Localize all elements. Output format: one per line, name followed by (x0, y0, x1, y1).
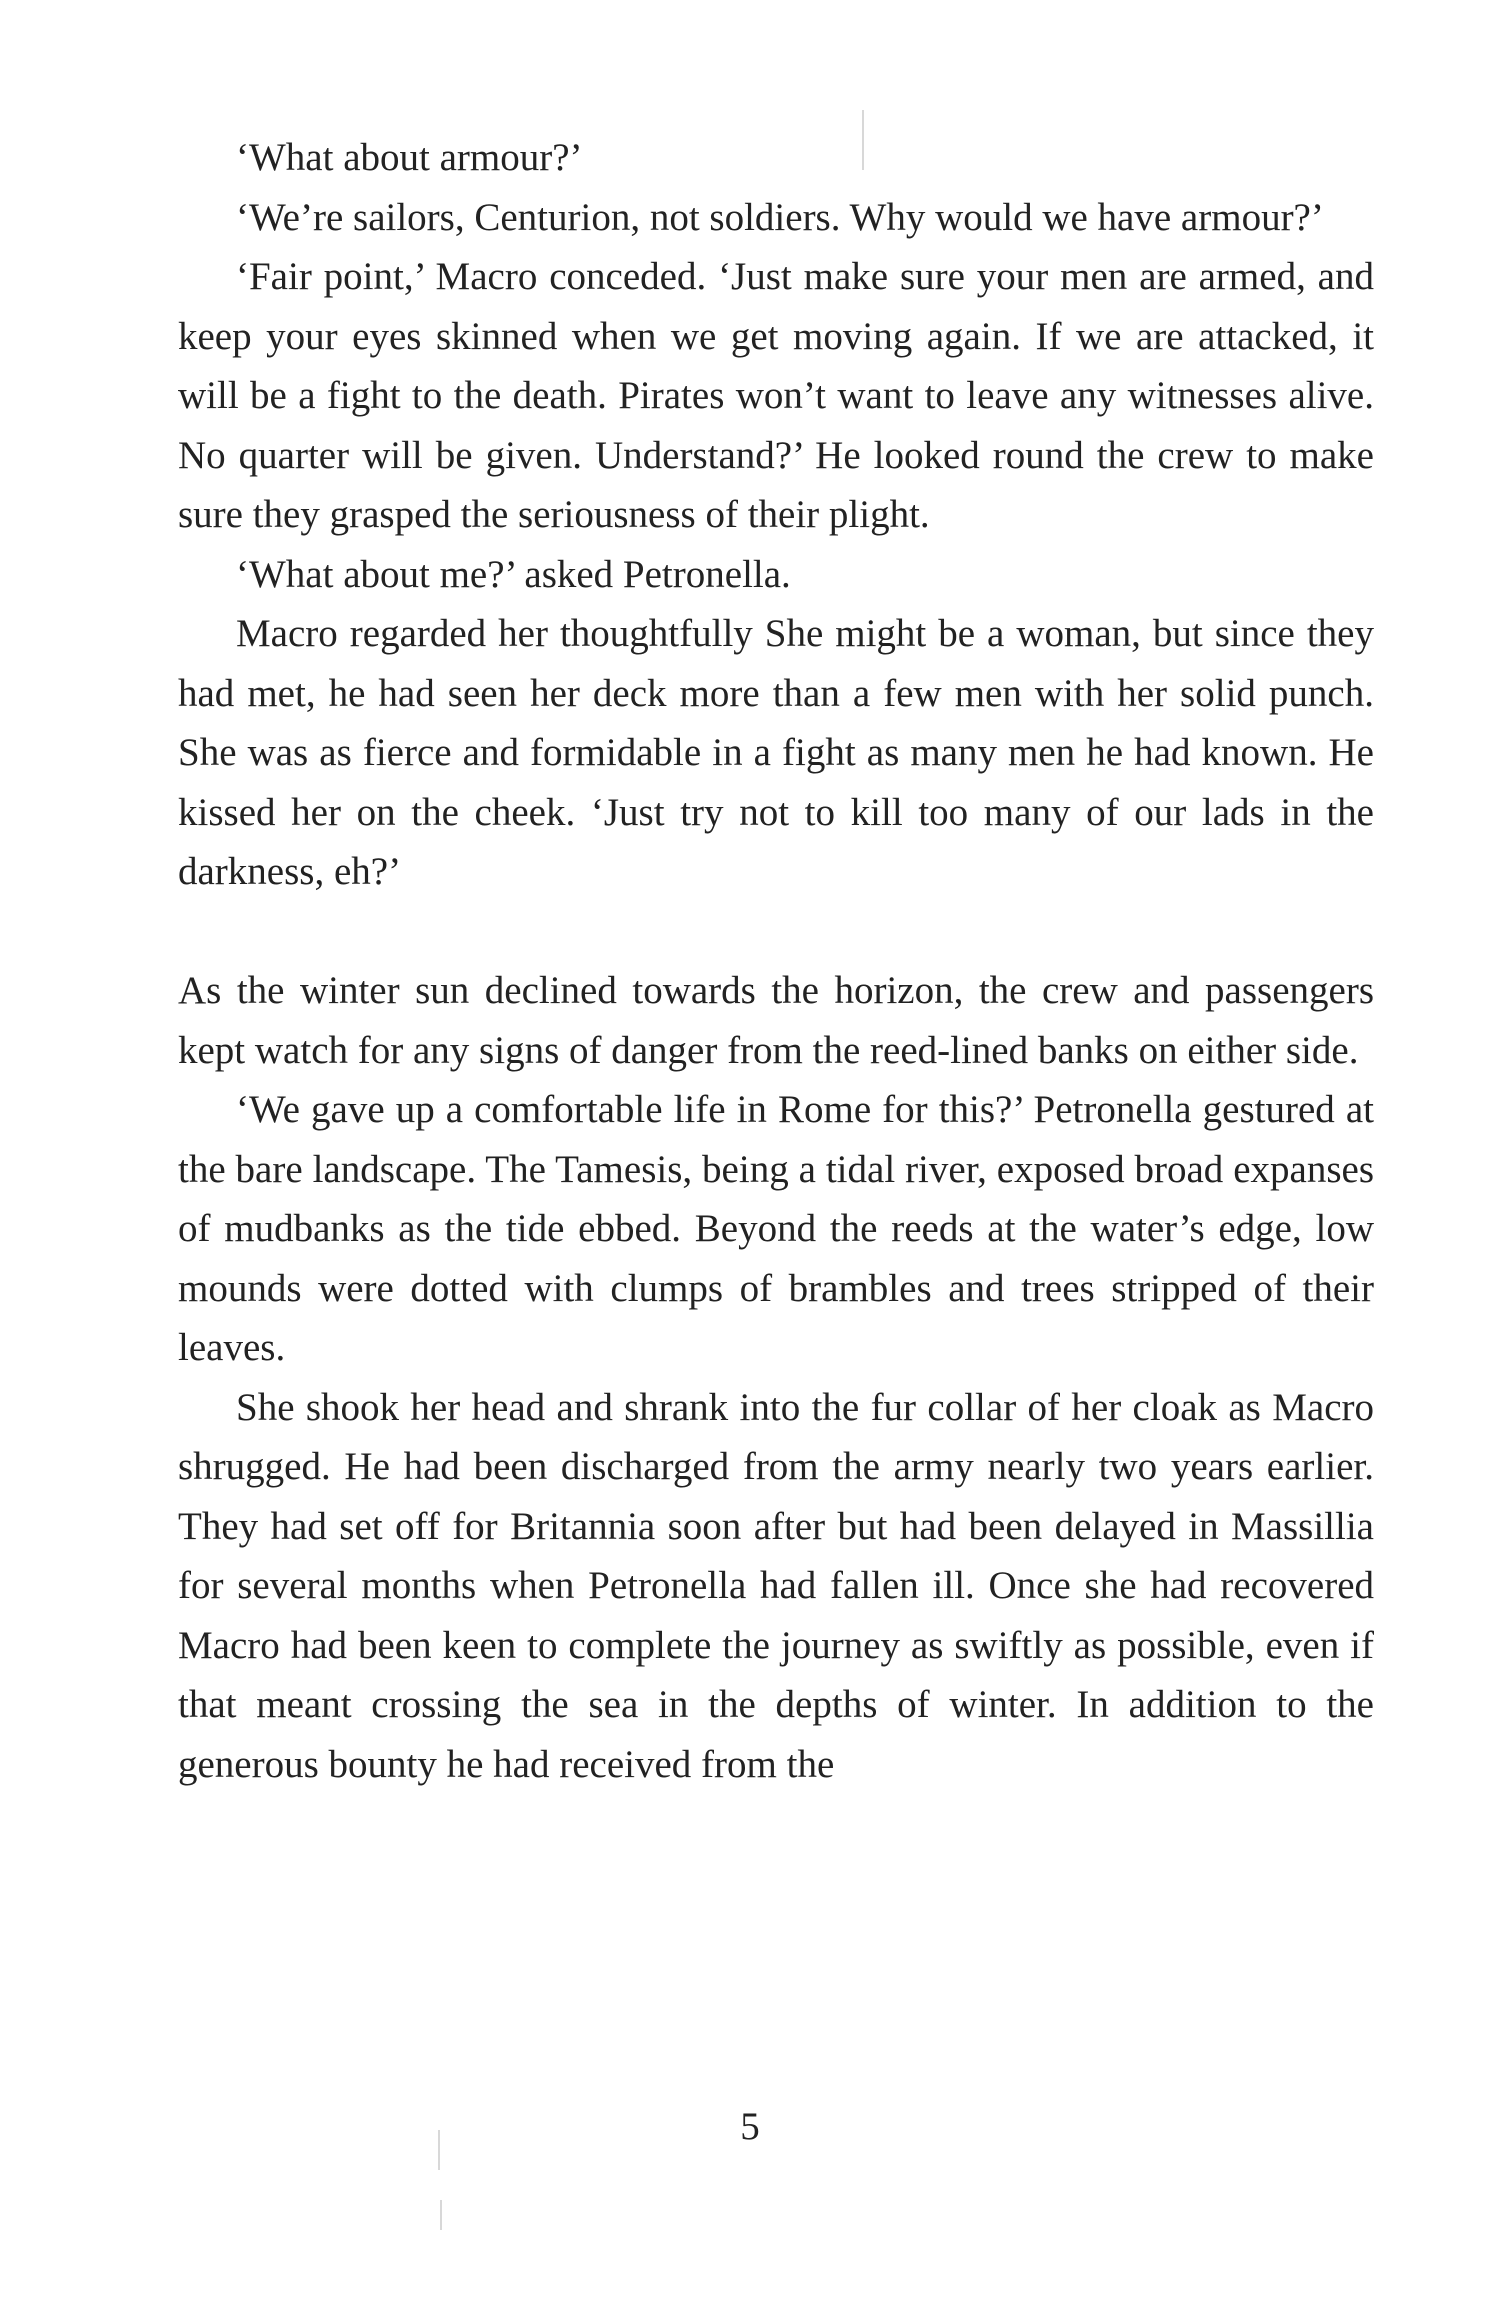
section-break (178, 902, 1374, 962)
page-number: 5 (740, 2105, 760, 2148)
paragraph-1: ‘What about armour?’ (236, 136, 583, 179)
paragraph-5: Macro regarded her thoughtfully She might be a woman, but since they had met, he had seen her deck more than a few men with her solid punch. She was as fierce and formidable in a fight as many men he had known. He kissed her on the cheek. ‘Just try not to kill too many of our lads in the darkness, eh?’ (178, 612, 1374, 893)
paragraph-7: ‘We gave up a comfortable life in Rome for this?’ Petronella gestured at the bare landscape. The Tamesis, being a tidal river, exposed broad expanses of mudbanks as the tide ebbed. Beyond the reeds at the water’s edge, low mounds were dotted with clumps of brambles and trees stripped of their leaves. (178, 1088, 1374, 1369)
scan-artifact (440, 2200, 442, 2230)
scan-artifact (438, 2130, 440, 2170)
body-text (178, 128, 1374, 1794)
paragraph-6: As the winter sun declined towards the horizon, the crew and passengers kept watch for any signs of danger from the reed-lined banks on either side. (178, 969, 1374, 1072)
paragraph-4: ‘What about me?’ asked Petronella. (236, 552, 791, 596)
paragraph-2: ‘We’re sailors, Centurion, not soldiers. Why would we have armour?’ (236, 195, 1324, 239)
scan-artifact (862, 110, 864, 170)
paragraph-8: She shook her head and shrank into the fur collar of her cloak as Macro shrugged. He had been discharged from the army nearly two years earlier. They had set off for Britannia soon after but had been delayed in Massillia for several months when Petronella had fallen ill. Once she had recovered Macro had been keen to complete the journey as swiftly as possible, even if that meant crossing the sea in the depths of winter. In addition to the generous bounty he had received from the (178, 1385, 1374, 1786)
paragraph-3: ‘Fair point,’ Macro conceded. ‘Just make sure your men are armed, and keep your eyes skinned when we get moving again. If we are attacked, it will be a fight to the death. Pirates won’t want to leave any witnesses alive. No quarter will be given. Understand?’ He looked round the crew to make sure they grasped the seriousness of their plight. (178, 255, 1374, 536)
